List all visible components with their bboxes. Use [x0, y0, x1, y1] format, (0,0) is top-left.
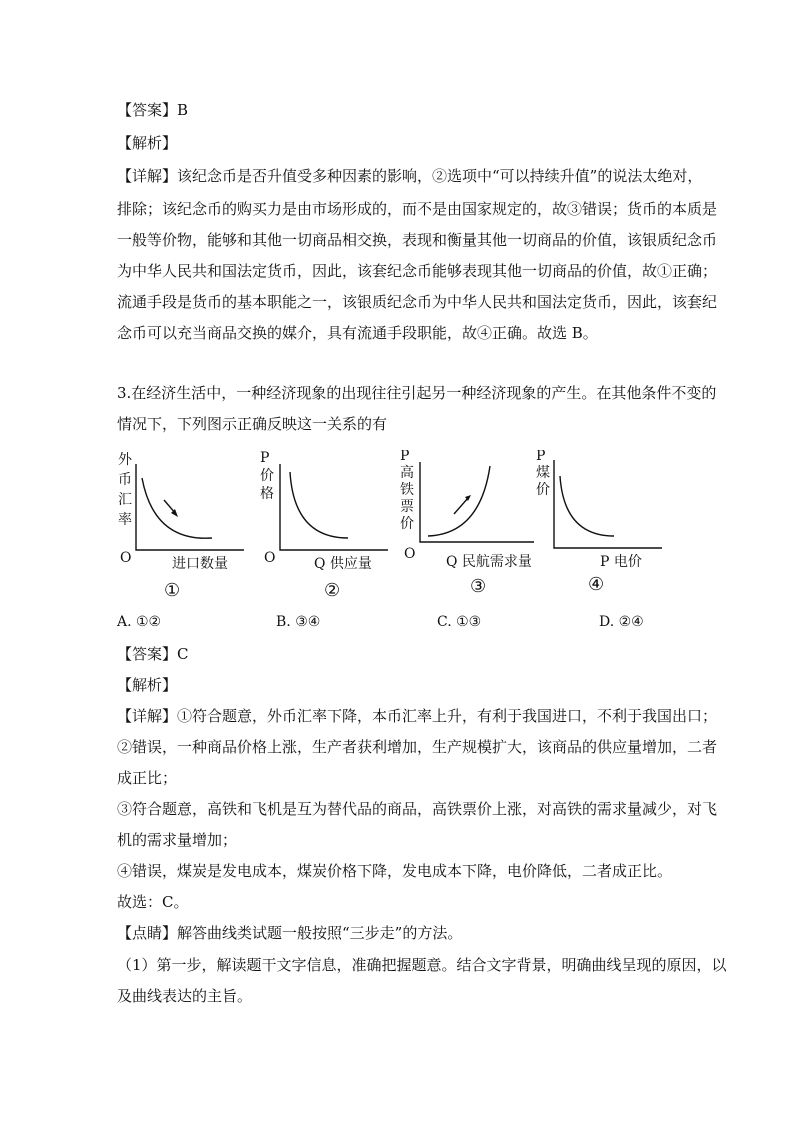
option-d: D. ②④ — [599, 614, 644, 630]
q2-answer: 【答案】B — [117, 101, 189, 119]
q2-detail-line: 念币可以充当商品交换的媒介，具有流通手段职能，故④正确。故选 B。 — [117, 324, 598, 342]
graph-3-ylabel-char: 高 — [400, 465, 414, 481]
option-c: C. ①③ — [437, 614, 482, 630]
graph-2-curve — [290, 472, 348, 538]
graph-3-xlabel: Q 民航需求量 — [446, 554, 532, 570]
graph-2 — [256, 450, 396, 600]
graph-1-ylabel-char: 外 — [118, 452, 132, 468]
graph-3-curve — [428, 466, 490, 536]
q3-tip-line: 及曲线表达的主旨。 — [117, 987, 253, 1005]
graph-1-ylabel-char: 币 — [118, 472, 132, 488]
graph-2-ylabel-char: P — [260, 450, 270, 466]
q2-detail-line: 排除；该纪念币的购买力是由市场形成的，而不是由国家规定的，故③错误；货币的本质是 — [117, 200, 718, 218]
q3-stem-line: 3.在经济生活中，一种经济现象的出现往往引起另一种经济现象的产生。在其他条件不变的 — [117, 384, 717, 402]
graph-2-xlabel: Q 供应量 — [314, 556, 372, 572]
q3-tip-line: （1）第一步，解读题干文字信息，准确把握题意。结合文字背景，明确曲线呈现的原因，以 — [117, 956, 727, 974]
graph-4-curve — [560, 476, 614, 536]
q3-detail-line: 机的需求量增加； — [117, 831, 238, 849]
graph-3-ylabel-char: P — [400, 450, 410, 464]
graph-3-number: ③ — [470, 576, 487, 597]
option-b: B. ③④ — [276, 614, 321, 630]
graph-3 — [398, 450, 542, 600]
graph-4-axes — [554, 460, 662, 548]
graph-1-origin: O — [120, 550, 132, 566]
q3-stem-line: 情况下，下列图示正确反映这一关系的有 — [117, 415, 388, 433]
graph-3-ylabel-char: 价 — [400, 516, 414, 532]
graph-3-ylabel-char: 票 — [400, 499, 414, 515]
graph-4-ylabel-char: 价 — [536, 482, 550, 498]
q3-detail-line: 成正比； — [117, 769, 178, 787]
graph-4 — [532, 450, 672, 600]
graph-1-ylabel-char: 汇 — [118, 492, 132, 508]
graph-4-ylabel-char: P — [536, 450, 546, 464]
graph-3-axes — [420, 462, 534, 542]
graph-2-ylabel-char: 价 — [260, 468, 274, 484]
graph-3-arrow-shaft — [454, 498, 468, 514]
graph-1-number: ① — [164, 580, 181, 600]
graph-1-xlabel: 进口数量 — [172, 556, 228, 572]
q3-analysis-heading: 【解析】 — [117, 676, 178, 694]
graph-3-origin: O — [404, 546, 416, 562]
graph-4-number: ④ — [588, 574, 605, 595]
graph-2-number: ② — [324, 580, 341, 600]
graph-1-ylabel-char: 率 — [118, 512, 132, 528]
graph-2-ylabel-char: 格 — [260, 486, 274, 502]
q2-detail-line: 【详解】该纪念币是否升值受多种因素的影响，②选项中“可以持续升值”的说法太绝对， — [117, 167, 703, 185]
q3-tip-line: 【点睛】解答曲线类试题一般按照“三步走”的方法。 — [117, 924, 463, 942]
q2-analysis-heading: 【解析】 — [117, 134, 178, 152]
q2-detail-line: 流通手段是货币的基本职能之一，该银质纪念币为中华人民共和国法定货币，因此，该套纪 — [117, 293, 718, 311]
q3-answer: 【答案】C — [117, 645, 189, 663]
graph-4-xlabel: P 电价 — [600, 554, 642, 570]
graph-3-ylabel-char: 铁 — [400, 482, 414, 498]
q3-detail-line: ③符合题意，高铁和飞机是互为替代品的商品，高铁票价上涨，对高铁的需求量减少，对飞 — [117, 800, 718, 818]
graph-4-ylabel-char: 煤 — [536, 465, 550, 481]
option-a: A. ①② — [117, 614, 162, 630]
q3-detail-line: ④错误，煤炭是发电成本，煤炭价格下降，发电成本下降，电价降低，二者成正比。 — [117, 862, 673, 880]
graph-2-origin: O — [264, 550, 276, 566]
q3-detail-line: 故选：C。 — [117, 893, 189, 911]
graph-1 — [112, 450, 252, 600]
q2-detail-line: 一般等价物，能够和其他一切商品相交换，表现和衡量其他一切商品的价值，该银质纪念币 — [117, 231, 718, 249]
q3-detail-line: ②错误，一种商品价格上涨，生产者获利增加，生产规模扩大，该商品的供应量增加，二者 — [117, 738, 718, 756]
q2-detail-line: 为中华人民共和国法定货币，因此，该套纪念币能够表现其他一切商品的价值，故①正确； — [117, 262, 718, 280]
q3-detail-line: 【详解】①符合题意，外币汇率下降，本币汇率上升，有利于我国进口，不利于我国出口； — [117, 707, 718, 725]
graph-1-curve — [142, 478, 212, 538]
